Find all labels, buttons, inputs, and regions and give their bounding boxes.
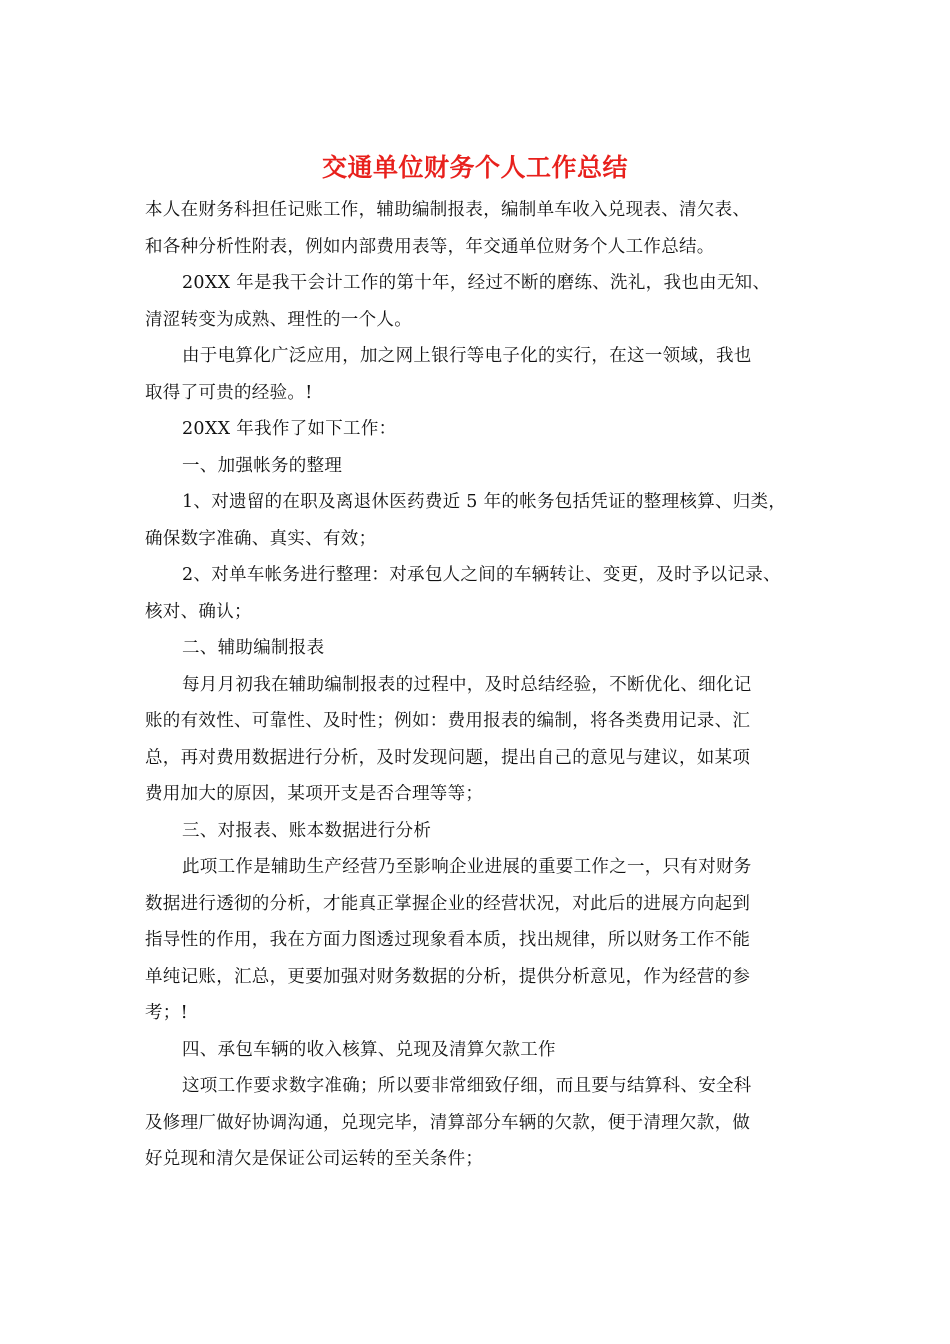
section-heading: 二、辅助编制报表 bbox=[182, 638, 325, 658]
text-line: 由于电算化广泛应用，加之网上银行等电子化的实行，在这一领域，我也 bbox=[182, 346, 752, 366]
text-line: 此项工作是辅助生产经营乃至影响企业进展的重要工作之一，只有对财务 bbox=[182, 857, 752, 877]
text-line: 确保数字准确、真实、有效； bbox=[145, 528, 377, 549]
text-line: 数据进行透彻的分析，才能真正掌握企业的经营状况，对此后的进展方向起到 bbox=[145, 893, 751, 914]
text-line: 2、对单车帐务进行整理：对承包人之间的车辆转让、变更，及时予以记录、 bbox=[182, 565, 781, 585]
text-line: 指导性的作用，我在方面力图透过现象看本质，找出规律，所以财务工作不能 bbox=[145, 930, 751, 950]
text-line: 清涩转变为成熟、理性的一个人。 bbox=[145, 309, 412, 330]
text-line: 本人在财务科担任记账工作，辅助编制报表，编制单车收入兑现表、清欠表、 bbox=[145, 200, 751, 220]
text-line: 总，再对费用数据进行分析，及时发现问题，提出自己的意见与建议，如某项 bbox=[145, 747, 751, 768]
text-line: 这项工作要求数字准确；所以要非常细致仔细，而且要与结算科、安全科 bbox=[182, 1076, 752, 1096]
text-line: 及修理厂做好协调沟通，兑现完毕，清算部分车辆的欠款，便于清理欠款，做 bbox=[145, 1112, 751, 1133]
document-body bbox=[145, 192, 825, 1178]
section-heading: 三、对报表、账本数据进行分析 bbox=[182, 820, 432, 841]
text-line: 20XX 年是我干会计工作的第十年，经过不断的磨练、洗礼，我也由无知、 bbox=[182, 273, 771, 293]
text-line: 和各种分析性附表，例如内部费用表等，年交通单位财务个人工作总结。 bbox=[145, 236, 715, 257]
section-heading: 一、加强帐务的整理 bbox=[182, 455, 343, 476]
text-line: 单纯记账，汇总，更要加强对财务数据的分析，提供分析意见，作为经营的参 bbox=[145, 966, 751, 987]
text-line: 好兑现和清欠是保证公司运转的至关条件； bbox=[145, 1149, 484, 1169]
text-line: 取得了可贵的经验。! bbox=[145, 382, 313, 403]
text-line: 1、对遗留的在职及离退休医药费近 5 年的帐务包括凭证的整理核算、归类， bbox=[182, 492, 787, 512]
text-line: 20XX 年我作了如下工作： bbox=[182, 419, 397, 439]
section-heading: 四、承包车辆的收入核算、兑现及清算欠款工作 bbox=[182, 1039, 556, 1060]
text-line: 核对、确认； bbox=[145, 601, 252, 622]
document-title: 交通单位财务个人工作总结 bbox=[321, 153, 628, 182]
text-line: 账的有效性、可靠性、及时性；例如：费用报表的编制，将各类费用记录、汇 bbox=[145, 711, 751, 731]
text-line: 考；! bbox=[145, 1003, 188, 1023]
text-line: 费用加大的原因，某项开支是否合理等等； bbox=[145, 784, 484, 804]
text-line: 每月月初我在辅助编制报表的过程中，及时总结经验，不断优化、细化记 bbox=[182, 674, 752, 695]
